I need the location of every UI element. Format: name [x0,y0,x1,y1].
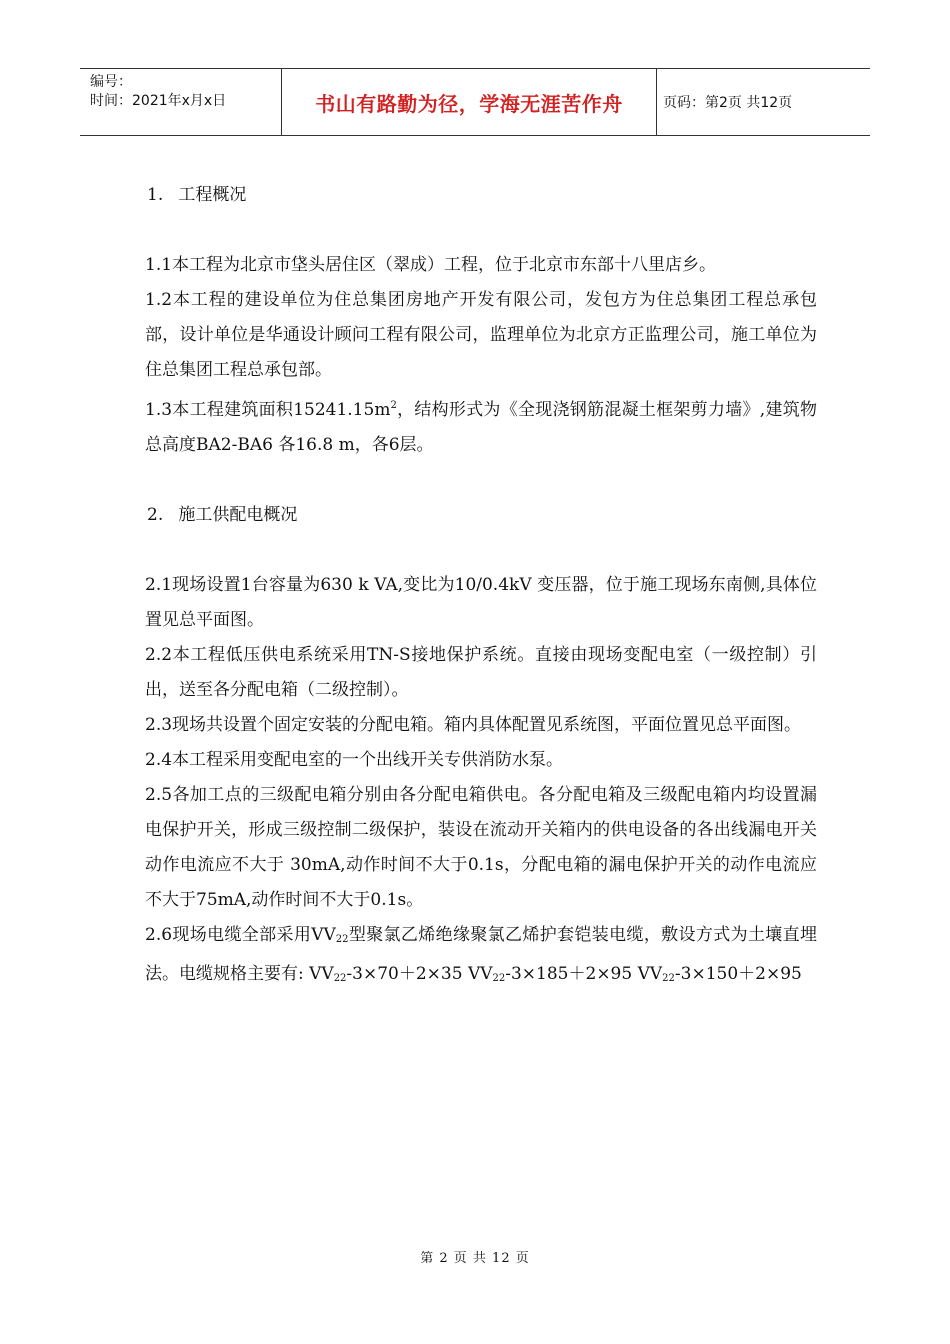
subscript: 22 [662,973,675,984]
paragraph-2-6-a: 2.6现场电缆全部采用VV [145,925,336,945]
paragraph-1-3-a: 1.3本工程建筑面积15241.15m [145,400,391,420]
section-2-heading: 施工供配电概况 [178,505,298,525]
paragraph-2-6-d: -3×185＋2×95 VV [505,964,663,984]
header-motto-cell [282,69,657,135]
paragraph-1-3-b: ，结构形式为《全现浇钢筋混凝土框架剪力墙》,建筑物总高度BA2-BA6 各16.8 m，各6层。 [145,400,817,455]
page-footer [0,1247,950,1266]
number-label: 编号： [90,74,132,90]
subscript: 22 [335,934,349,945]
time-label: 时间：2021年x月x日 [90,93,227,109]
subscript: 22 [492,973,506,984]
page-label: 页码：第2页 共12页 [663,95,793,111]
section-1-heading: 工程概况 [178,185,247,205]
subscript: 22 [333,973,347,984]
paragraph-1-1: 1.1本工程为北京市垡头居住区（翠成）工程，位于北京市东部十八里店乡。 [145,255,717,275]
paragraph-2-4: 2.4本工程采用变配电室的一个出线开关专供消防水泵。 [145,750,564,770]
paragraph-1-2: 1.2本工程的建设单位为住总集团房地产开发有限公司，发包方为住总集团工程总承包部，设计单位是华通设计顾问工程有限公司，监理单位为北京方正监理公司，施工单位为住总集团工程总承包部。 [145,290,817,380]
spacer [145,463,817,498]
paragraph-2-2: 2.2本工程低压供电系统采用TN-S接地保护系统。直接由现场变配电室（一级控制）引出，送至各分配电箱（二级控制）。 [145,645,817,700]
footer-page-number: 第 2 页 共 12 页 [420,1251,530,1266]
paragraph-2-1: 2.1现场设置1台容量为630 k VA,变比为10/0.4kV 变压器，位于施工现场东南侧,具体位置见总平面图。 [145,575,817,630]
header-page-cell [657,69,870,135]
section-1-number: 1. [147,185,164,205]
superscript: 2 [390,400,397,411]
header-meta [80,69,282,135]
paragraph-2-6 [145,918,817,996]
section-2-title [145,498,817,533]
paragraph-1-3 [145,388,817,463]
section-2-number: 2. [147,505,164,525]
document-header [80,68,870,136]
spacer [145,213,817,248]
document-body [145,178,817,996]
paragraph-2-6-b: 型聚氯乙烯绝缘聚氯乙烯护套铠装电缆，敷设方式为土壤直埋法。电缆规格主要有: VV [145,925,818,984]
paragraph-2-6-c: -3×70＋2×35 VV [346,964,493,984]
paragraph-2-5: 2.5各加工点的三级配电箱分别由各分配电箱供电。各分配电箱及三级配电箱内均设置漏电保护开关，形成三级控制二级保护，装设在流动开关箱内的供电设备的各出线漏电开关动作电流应不大于 30mA,动作时间不大于0.1s，分配电箱的漏电保护开关的动作电流应不大于75mA,动作时间不大于0.1s。 [145,785,817,910]
section-1-title [145,178,817,213]
motto: 书山有路勤为径，学海无涯苦作舟 [315,91,623,116]
paragraph-2-3: 2.3现场共设置个固定安装的分配电箱。箱内具体配置见系统图，平面位置见总平面图。 [145,715,802,735]
paragraph-2-6-e: -3×150＋2×95 [674,964,802,984]
spacer [145,533,817,568]
